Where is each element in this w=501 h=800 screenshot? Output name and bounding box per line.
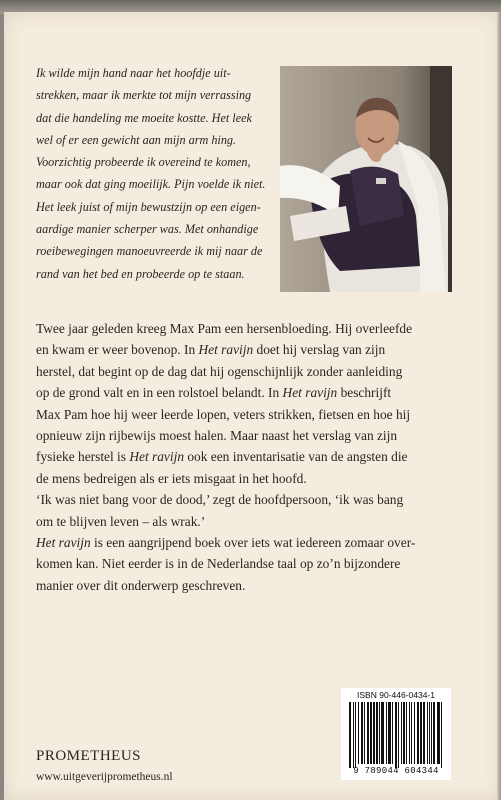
- barcode-bar: [376, 702, 378, 764]
- barcode-bar: [395, 702, 397, 768]
- quote-line: wel of er een gewicht aan mijn arm hing.: [36, 132, 237, 147]
- barcode-area: [341, 688, 451, 780]
- synopsis-line: [36, 318, 466, 339]
- cover-right-edge: [497, 12, 501, 800]
- synopsis-run: ‘Ik was niet bang voor de dood,’ zegt de hoofdpersoon, ‘ik was bang: [36, 492, 404, 508]
- barcode-number: 9 789044 604344: [353, 766, 439, 776]
- synopsis-line: [36, 532, 466, 553]
- synopsis-run: is een aangrijpend boek over iets wat iedereen zomaar over-: [90, 535, 416, 551]
- synopsis-line: [36, 511, 466, 532]
- synopsis-line: [36, 361, 466, 382]
- synopsis-line: [36, 446, 466, 467]
- barcode-bar: [406, 702, 407, 764]
- synopsis-run: beschrijft: [337, 385, 392, 401]
- barcode-bar: [431, 702, 432, 764]
- isbn-label: ISBN 90-446-0434-1: [357, 690, 435, 700]
- synopsis-run: doet hij verslag van zijn: [253, 342, 386, 358]
- quote-line: roeibewegingen manoeuvreerde ik mij naar de: [36, 244, 263, 259]
- quote-line: Het leek juist of mijn bewustzijn op een eigen-: [36, 199, 261, 214]
- barcode-bar: [429, 702, 430, 764]
- barcode-bar: [414, 702, 415, 764]
- barcode-bar: [364, 702, 365, 764]
- barcode-bar: [427, 702, 428, 764]
- publisher-logo-wordmark: [36, 744, 146, 764]
- quote-line: aardige manier scherper was. Met onhandige: [36, 222, 259, 237]
- barcode-bar: [367, 702, 369, 764]
- barcode-bar: [398, 702, 399, 768]
- barcode-bar: [403, 702, 405, 764]
- barcode-bar: [361, 702, 363, 764]
- synopsis-run: de mens bedreigen als er iets misgaat in het hoofd.: [36, 470, 307, 486]
- synopsis-run: Max Pam hoe hij weer leerde lopen, veters strikken, fietsen en hoe hij: [36, 406, 411, 422]
- synopsis-run: manier over dit onderwerp geschreven.: [36, 577, 246, 593]
- barcode-bar: [373, 702, 375, 764]
- synopsis-line: [36, 489, 466, 510]
- quote-line: Ik wilde mijn hand naar het hoofdje uit-: [36, 66, 231, 80]
- synopsis-run: komen kan. Niet eerder is in de Nederlandse taal op zo’n bijzondere: [36, 556, 401, 572]
- barcode-bar: [379, 702, 380, 764]
- quote-line: maar ook dat ging moeilijk. Pijn voelde ik niet.: [36, 177, 266, 192]
- synopsis-run: om te blijven leven – als wrak.’: [36, 513, 206, 529]
- synopsis-line: [36, 575, 466, 596]
- barcode-bar: [420, 702, 422, 764]
- synopsis-run: opnieuw zijn rijbewijs moest halen. Maar naast het verslag van zijn: [36, 428, 398, 444]
- synopsis-line: [36, 404, 466, 425]
- synopsis-line: [36, 382, 466, 403]
- synopsis-run: Twee jaar geleden kreeg Max Pam een hersenbloeding. Hij overleefde: [36, 321, 413, 336]
- quote-line: strekken, maar ik merkte tot mijn verrassing: [36, 88, 252, 103]
- synopsis-text: [36, 318, 466, 596]
- synopsis-run: op de grond valt en in een rolstoel belandt. In: [36, 385, 283, 401]
- barcode-bar: [392, 702, 393, 764]
- barcode-bar: [417, 702, 419, 764]
- barcode-bar: [386, 702, 387, 764]
- synopsis-line: [36, 468, 466, 489]
- synopsis-run: fysieke herstel is: [36, 449, 130, 465]
- barcode-bar: [409, 702, 410, 764]
- barcode-bar: [355, 702, 356, 768]
- quote-line: dat die handeling me moeite kostte. Het leek: [36, 110, 252, 125]
- synopsis-run: herstel, dat begint op de dag dat hij ogenschijnlijk zonder aanleiding: [36, 363, 403, 379]
- synopsis-run: ook een inventarisatie van de angsten die: [184, 449, 408, 465]
- synopsis-line: [36, 339, 466, 360]
- barcode-bar: [349, 702, 351, 768]
- publisher-url: www.uitgeverijprometheus.nl: [36, 771, 173, 783]
- author-photo: [280, 66, 452, 292]
- barcode-bar: [433, 702, 435, 764]
- barcode-bar: [353, 702, 354, 768]
- book-title-italic: Het ravijn: [36, 535, 91, 551]
- barcode-bar: [423, 702, 425, 764]
- barcode-bar: [411, 702, 412, 764]
- barcode-bar: [388, 702, 391, 764]
- barcode-bar: [441, 702, 442, 768]
- quote-line: Voorzichtig probeerde ik overeind te komen,: [36, 155, 251, 170]
- barcode-bar: [358, 702, 359, 764]
- barcode-bar: [437, 702, 440, 764]
- excerpt-quote: [36, 62, 272, 285]
- barcode-bar: [401, 702, 402, 764]
- synopsis-line: [36, 553, 466, 574]
- book-title-italic: Het ravijn: [198, 342, 254, 358]
- publisher-logo: [36, 744, 146, 764]
- svg-text:PROMETHEUS: PROMETHEUS: [36, 748, 142, 764]
- book-title-italic: Het ravijn: [129, 449, 185, 465]
- synopsis-run: en kwam er weer bovenop. In: [36, 342, 199, 358]
- book-title-italic: Het ravijn: [282, 385, 338, 401]
- author-photo-illustration: [280, 66, 452, 292]
- quote-line: rand van het bed en probeerde op te staan.: [36, 266, 245, 281]
- barcode-bar: [381, 702, 384, 764]
- barcode-bar: [370, 702, 372, 764]
- synopsis-line: [36, 425, 466, 446]
